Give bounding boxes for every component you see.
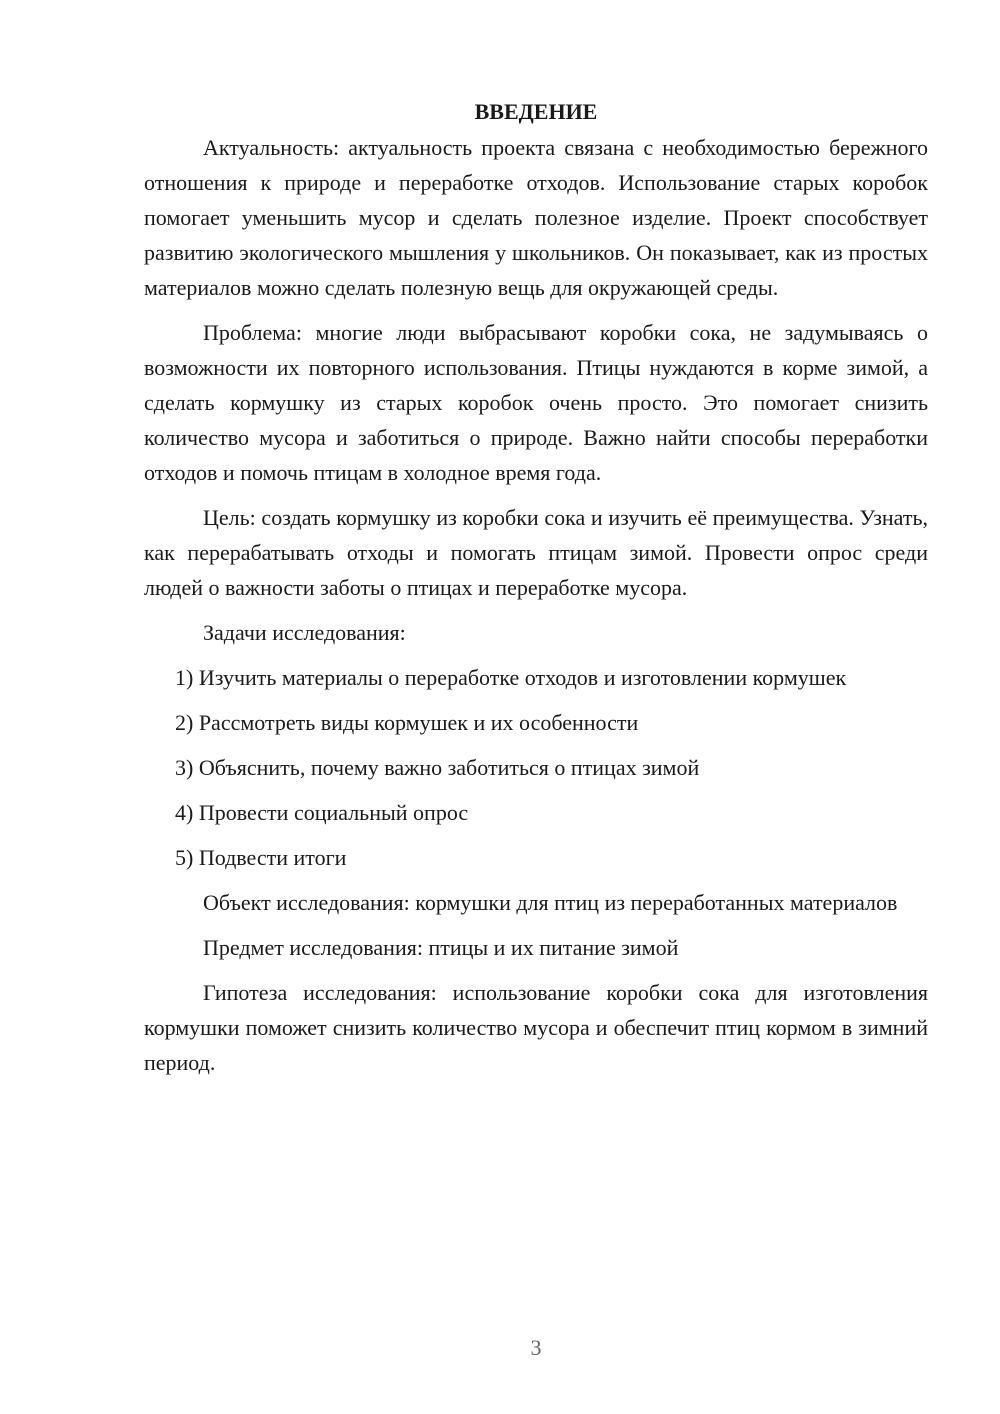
- problem-paragraph: Проблема: многие люди выбрасывают коробки сока, не задумываясь о возможности их повторного использования. Птицы нуждаются в корме зимой, а сделать кормушку из старых коробок очень просто. Это помогает снизить количество мусора и заботиться о природе. Важно найти способы переработки отходов и помочь птицам в холодное время года.: [144, 320, 928, 485]
- task-item-4: 4) Провести социальный опрос: [175, 800, 469, 825]
- task-item-2: 2) Рассмотреть виды кормушек и их особенности: [175, 710, 639, 735]
- tasks-heading: Задачи исследования:: [203, 620, 406, 645]
- task-item-5: 5) Подвести итоги: [175, 845, 347, 870]
- subject-paragraph: Предмет исследования: птицы и их питание зимой: [203, 935, 679, 960]
- page-content: [144, 94, 928, 1080]
- hypothesis-paragraph: Гипотеза исследования: использование коробки сока для изготовления кормушки поможет снизить количество мусора и обеспечит птиц кормом в зимний период.: [144, 980, 928, 1075]
- relevance-paragraph: Актуальность: актуальность проекта связана с необходимостью бережного отношения к природе и переработке отходов. Использование старых коробок помогает уменьшить мусор и сделать полезное изделие. Проект способствует развитию экологического мышления у школьников. Он показывает, как из простых материалов можно сделать полезную вещь для окружающей среды.: [144, 135, 928, 300]
- task-item-1: 1) Изучить материалы о переработке отходов и изготовлении кормушек: [175, 665, 847, 690]
- page-number: 3: [530, 1335, 542, 1360]
- object-paragraph: Объект исследования: кормушки для птиц из переработанных материалов: [203, 890, 898, 915]
- goal-paragraph: Цель: создать кормушку из коробки сока и изучить её преимущества. Узнать, как перерабатывать отходы и помогать птицам зимой. Провести опрос среди людей о важности заботы о птицах и переработке мусора.: [144, 505, 928, 600]
- section-title: ВВЕДЕНИЕ: [474, 99, 598, 124]
- task-item-3: 3) Объяснить, почему важно заботиться о птицах зимой: [175, 755, 700, 780]
